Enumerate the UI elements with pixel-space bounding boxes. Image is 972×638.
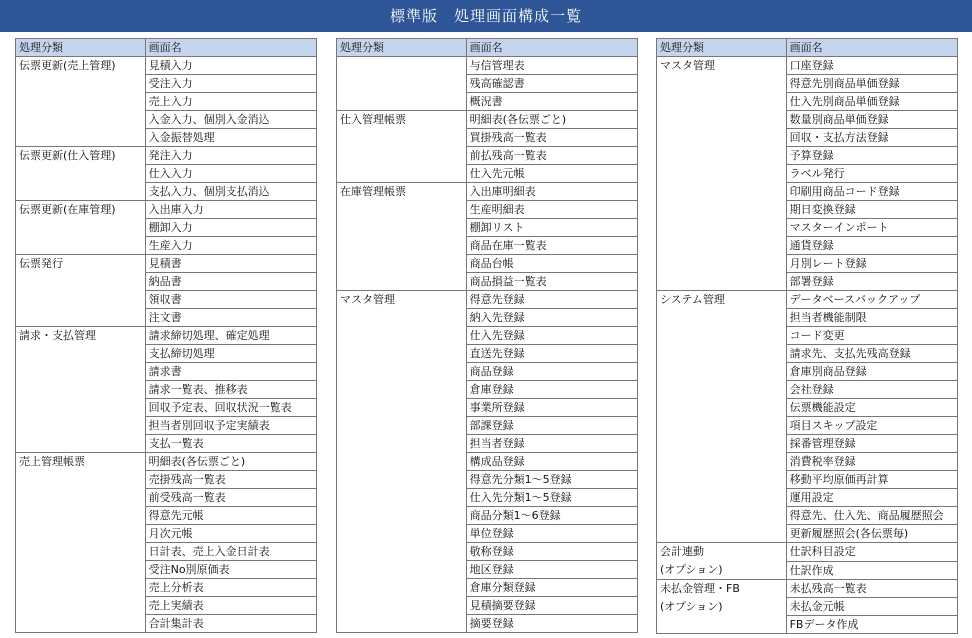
screen-name-cell: 得意先分類1～5登録	[466, 471, 637, 489]
table-row	[337, 111, 638, 129]
screen-name-cell: 担当者別回収予定実績表	[145, 417, 316, 435]
screen-name-cell: 請求一覧表、推移表	[145, 381, 316, 399]
screen-name-cell: 生産入力	[145, 237, 316, 255]
screen-name-cell: 発注入力	[145, 147, 316, 165]
screen-name-cell: 仕訳科目設定	[786, 543, 957, 562]
header-screen: 画面名	[466, 39, 637, 57]
screen-name-cell: 商品在庫一覧表	[466, 237, 637, 255]
screen-name-cell: 伝票機能設定	[786, 399, 957, 417]
table-row	[16, 255, 317, 273]
screen-name-cell: 得意先登録	[466, 291, 637, 309]
screen-name-cell: 注文書	[145, 309, 316, 327]
table-row	[16, 147, 317, 165]
screen-name-cell: 項目スキップ設定	[786, 417, 957, 435]
table-header-row	[657, 39, 958, 57]
screen-name-cell: 納品書	[145, 273, 316, 291]
screen-name-cell: 仕入先元帳	[466, 165, 637, 183]
screen-name-cell: 残高確認書	[466, 75, 637, 93]
screen-name-cell: 消費税率登録	[786, 453, 957, 471]
screen-name-cell: 移動平均原価再計算	[786, 471, 957, 489]
screen-name-cell: 構成品登録	[466, 453, 637, 471]
screen-name-cell: 地区登録	[466, 561, 637, 579]
category-cell: 在庫管理帳票	[337, 183, 467, 291]
screen-name-cell: 明細表(各伝票ごと)	[145, 453, 316, 471]
screen-name-cell: 更新履歴照会(各伝票毎)	[786, 525, 957, 543]
screen-name-cell: FBデータ作成	[786, 616, 957, 634]
table-row	[337, 57, 638, 75]
screen-name-cell: 会社登録	[786, 381, 957, 399]
screen-name-cell: データベースバックアップ	[786, 291, 957, 309]
category-cell: 仕入管理帳票	[337, 111, 467, 183]
screen-name-cell: 売上入力	[145, 93, 316, 111]
screen-name-cell: 支払一覧表	[145, 435, 316, 453]
screen-name-cell: 棚卸リスト	[466, 219, 637, 237]
screen-name-cell: 敬称登録	[466, 543, 637, 561]
screen-name-cell: 月次元帳	[145, 525, 316, 543]
screen-name-cell: 仕入先登録	[466, 327, 637, 345]
screen-name-cell: 納入先登録	[466, 309, 637, 327]
screen-name-cell: 得意先、仕入先、商品履歴照会	[786, 507, 957, 525]
screen-name-cell: 前受残高一覧表	[145, 489, 316, 507]
screen-name-cell: 受注入力	[145, 75, 316, 93]
header-screen: 画面名	[145, 39, 316, 57]
screen-name-cell: 生産明細表	[466, 201, 637, 219]
screen-name-cell: 売上分析表	[145, 579, 316, 597]
screen-name-cell: 買掛残高一覧表	[466, 129, 637, 147]
header-category: 処理分類	[16, 39, 146, 57]
screen-name-cell: 支払締切処理	[145, 345, 316, 363]
screen-name-cell: 売掛残高一覧表	[145, 471, 316, 489]
header-category: 処理分類	[337, 39, 467, 57]
table-row	[16, 327, 317, 345]
screen-name-cell: 月別レート登録	[786, 255, 957, 273]
category-cell: 請求・支払管理	[16, 327, 146, 453]
table-row	[16, 453, 317, 471]
screen-name-cell: 担当者機能制限	[786, 309, 957, 327]
screen-name-cell: 概況書	[466, 93, 637, 111]
category-cell: 伝票更新(在庫管理)	[16, 201, 146, 255]
screen-name-cell: 部署登録	[786, 273, 957, 291]
screen-table-3	[656, 38, 958, 634]
screen-name-cell: 未払残高一覧表	[786, 580, 957, 598]
header-screen: 画面名	[786, 39, 957, 57]
screen-name-cell: 回収・支払方法登録	[786, 129, 957, 147]
table-header-row	[337, 39, 638, 57]
screen-name-cell: 期日変換登録	[786, 201, 957, 219]
screen-name-cell: 直送先登録	[466, 345, 637, 363]
category-cell: 伝票更新(仕入管理)	[16, 147, 146, 201]
screen-name-cell: 倉庫別商品登録	[786, 363, 957, 381]
screen-name-cell: 請求先、支払先残高登録	[786, 345, 957, 363]
screen-name-cell: 事業所登録	[466, 399, 637, 417]
table-header-row	[16, 39, 317, 57]
screen-name-cell: 領収書	[145, 291, 316, 309]
table-row	[16, 201, 317, 219]
page-title: 標準版 処理画面構成一覧	[0, 0, 972, 32]
screen-name-cell: 見積書	[145, 255, 316, 273]
screen-name-cell: 担当者登録	[466, 435, 637, 453]
screen-name-cell: 入金入力、個別入金消込	[145, 111, 316, 129]
screen-name-cell: 仕訳作成	[786, 561, 957, 580]
screen-name-cell: コード変更	[786, 327, 957, 345]
category-cell: マスタ管理	[657, 57, 787, 291]
category-cell	[337, 57, 467, 111]
screen-table-1	[15, 38, 317, 633]
header-category: 処理分類	[657, 39, 787, 57]
screen-table-2	[336, 38, 638, 633]
screen-name-cell: 明細表(各伝票ごと)	[466, 111, 637, 129]
screen-name-cell: 見積入力	[145, 57, 316, 75]
screen-name-cell: 倉庫登録	[466, 381, 637, 399]
screen-name-cell: 受注No別原価表	[145, 561, 316, 579]
screen-name-cell: 棚卸入力	[145, 219, 316, 237]
screen-name-cell: 与信管理表	[466, 57, 637, 75]
screen-name-cell: 日計表、売上入金日計表	[145, 543, 316, 561]
screen-name-cell: 摘要登録	[466, 615, 637, 633]
screen-name-cell: 合計集計表	[145, 615, 316, 633]
category-cell: 伝票発行	[16, 255, 146, 327]
screen-name-cell: 部課登録	[466, 417, 637, 435]
category-cell: 売上管理帳票	[16, 453, 146, 633]
table-row	[337, 183, 638, 201]
screen-name-cell: 運用設定	[786, 489, 957, 507]
screen-name-cell: 仕入入力	[145, 165, 316, 183]
screen-name-cell: マスターインポート	[786, 219, 957, 237]
table-row	[657, 291, 958, 309]
screen-name-cell: 採番管理登録	[786, 435, 957, 453]
screen-name-cell: 倉庫分類登録	[466, 579, 637, 597]
category-cell: 未払金管理・FB (オプション)	[657, 580, 787, 634]
screen-name-cell: 数量別商品単価登録	[786, 111, 957, 129]
screen-name-cell: 商品登録	[466, 363, 637, 381]
screen-name-cell: 入金振替処理	[145, 129, 316, 147]
screen-name-cell: 見積摘要登録	[466, 597, 637, 615]
screen-name-cell: 得意先元帳	[145, 507, 316, 525]
category-cell: システム管理	[657, 291, 787, 543]
screen-name-cell: 予算登録	[786, 147, 957, 165]
screen-name-cell: 口座登録	[786, 57, 957, 75]
screen-name-cell: 商品分類1～6登録	[466, 507, 637, 525]
category-cell: 会計連動 (オプション)	[657, 543, 787, 580]
table-row	[16, 57, 317, 75]
screen-name-cell: 仕入先分類1～5登録	[466, 489, 637, 507]
category-cell: マスタ管理	[337, 291, 467, 633]
table-row	[337, 291, 638, 309]
screen-name-cell: 商品台帳	[466, 255, 637, 273]
screen-name-cell: 支払入力、個別支払消込	[145, 183, 316, 201]
table-row	[657, 580, 958, 598]
screen-name-cell: 得意先別商品単価登録	[786, 75, 957, 93]
table-row	[657, 543, 958, 562]
screen-name-cell: 未払金元帳	[786, 598, 957, 616]
table-row	[657, 57, 958, 75]
screen-name-cell: 請求書	[145, 363, 316, 381]
screen-name-cell: 売上実績表	[145, 597, 316, 615]
screen-name-cell: 入出庫明細表	[466, 183, 637, 201]
screen-name-cell: 通貨登録	[786, 237, 957, 255]
screen-name-cell: 回収予定表、回収状況一覧表	[145, 399, 316, 417]
screen-name-cell: 前払残高一覧表	[466, 147, 637, 165]
screen-name-cell: ラベル発行	[786, 165, 957, 183]
screen-name-cell: 商品損益一覧表	[466, 273, 637, 291]
category-cell: 伝票更新(売上管理)	[16, 57, 146, 147]
screen-name-cell: 入出庫入力	[145, 201, 316, 219]
screen-name-cell: 単位登録	[466, 525, 637, 543]
screen-name-cell: 印刷用商品コード登録	[786, 183, 957, 201]
screen-name-cell: 仕入先別商品単価登録	[786, 93, 957, 111]
screen-name-cell: 請求締切処理、確定処理	[145, 327, 316, 345]
